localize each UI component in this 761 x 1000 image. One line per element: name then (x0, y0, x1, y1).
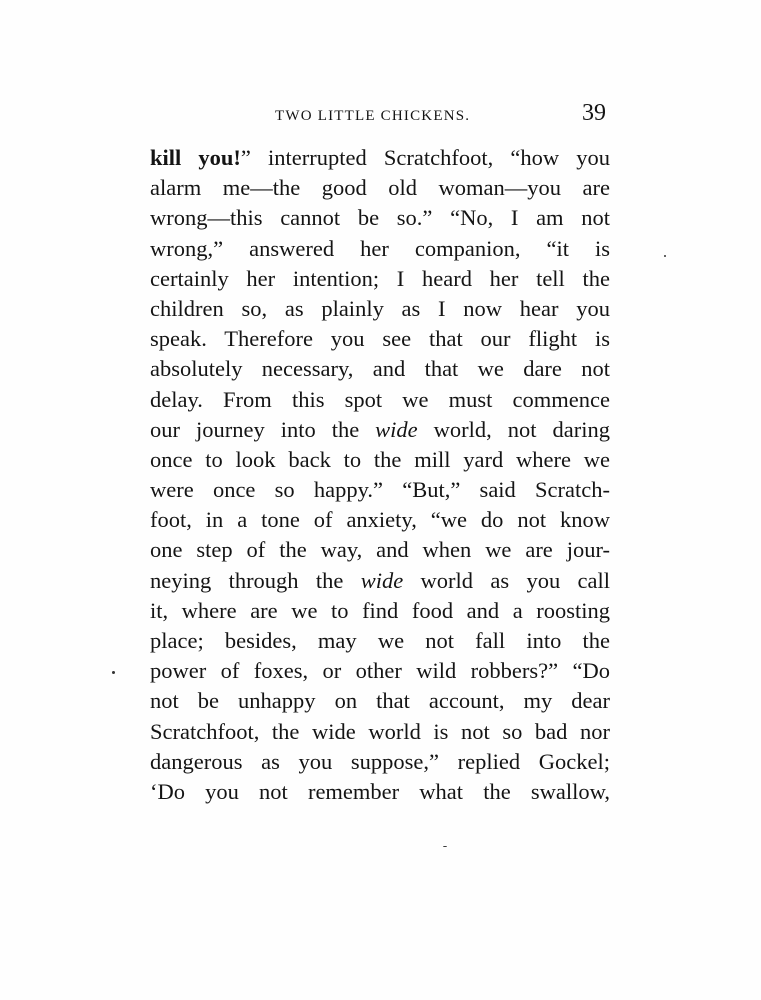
text-line: it, where are we to find food and a roosting (150, 597, 610, 623)
text-line: neying through the wide world as you call (150, 567, 610, 593)
text-line: were once so happy.” “But,” said Scratch- (150, 477, 610, 503)
text-line: absolutely necessary, and that we dare not (150, 356, 610, 382)
text-line: children so, as plainly as I now hear you (150, 295, 610, 321)
text-line: ‘Do you not remember what the swallow, (150, 778, 610, 804)
text-line: our journey into the wide world, not daring (150, 416, 610, 442)
text-line: wrong,” answered her companion, “it is (150, 235, 610, 261)
running-head (150, 100, 610, 130)
text-line: alarm me—the good old woman—you are (150, 175, 610, 201)
scan-speck (664, 255, 666, 257)
text-line: foot, in a tone of anxiety, “we do not know (150, 507, 610, 533)
text-line: speak. Therefore you see that our flight is (150, 326, 610, 352)
scan-speck (443, 846, 447, 847)
text-line: Scratchfoot, the wide world is not so bad nor (150, 718, 610, 744)
text-line: certainly her intention; I heard her tell the (150, 265, 610, 291)
page-number: 39 (582, 100, 606, 126)
text-line: wrong—this cannot be so.” “No, I am not (150, 205, 610, 231)
text-line: dangerous as you suppose,” replied Gockel; (150, 748, 610, 774)
text-line: kill you!” interrupted Scratchfoot, “how you (150, 145, 610, 170)
body-text (150, 143, 610, 807)
scan-speck (112, 671, 115, 674)
running-title: TWO LITTLE CHICKENS. (275, 108, 471, 124)
text-line: not be unhappy on that account, my dear (150, 688, 610, 714)
text-line: one step of the way, and when we are jour- (150, 537, 610, 563)
text-line: power of foxes, or other wild robbers?” “Do (150, 658, 610, 684)
text-line: once to look back to the mill yard where we (150, 446, 610, 472)
text-line: place; besides, may we not fall into the (150, 628, 610, 653)
text-line: delay. From this spot we must commence (150, 386, 610, 412)
